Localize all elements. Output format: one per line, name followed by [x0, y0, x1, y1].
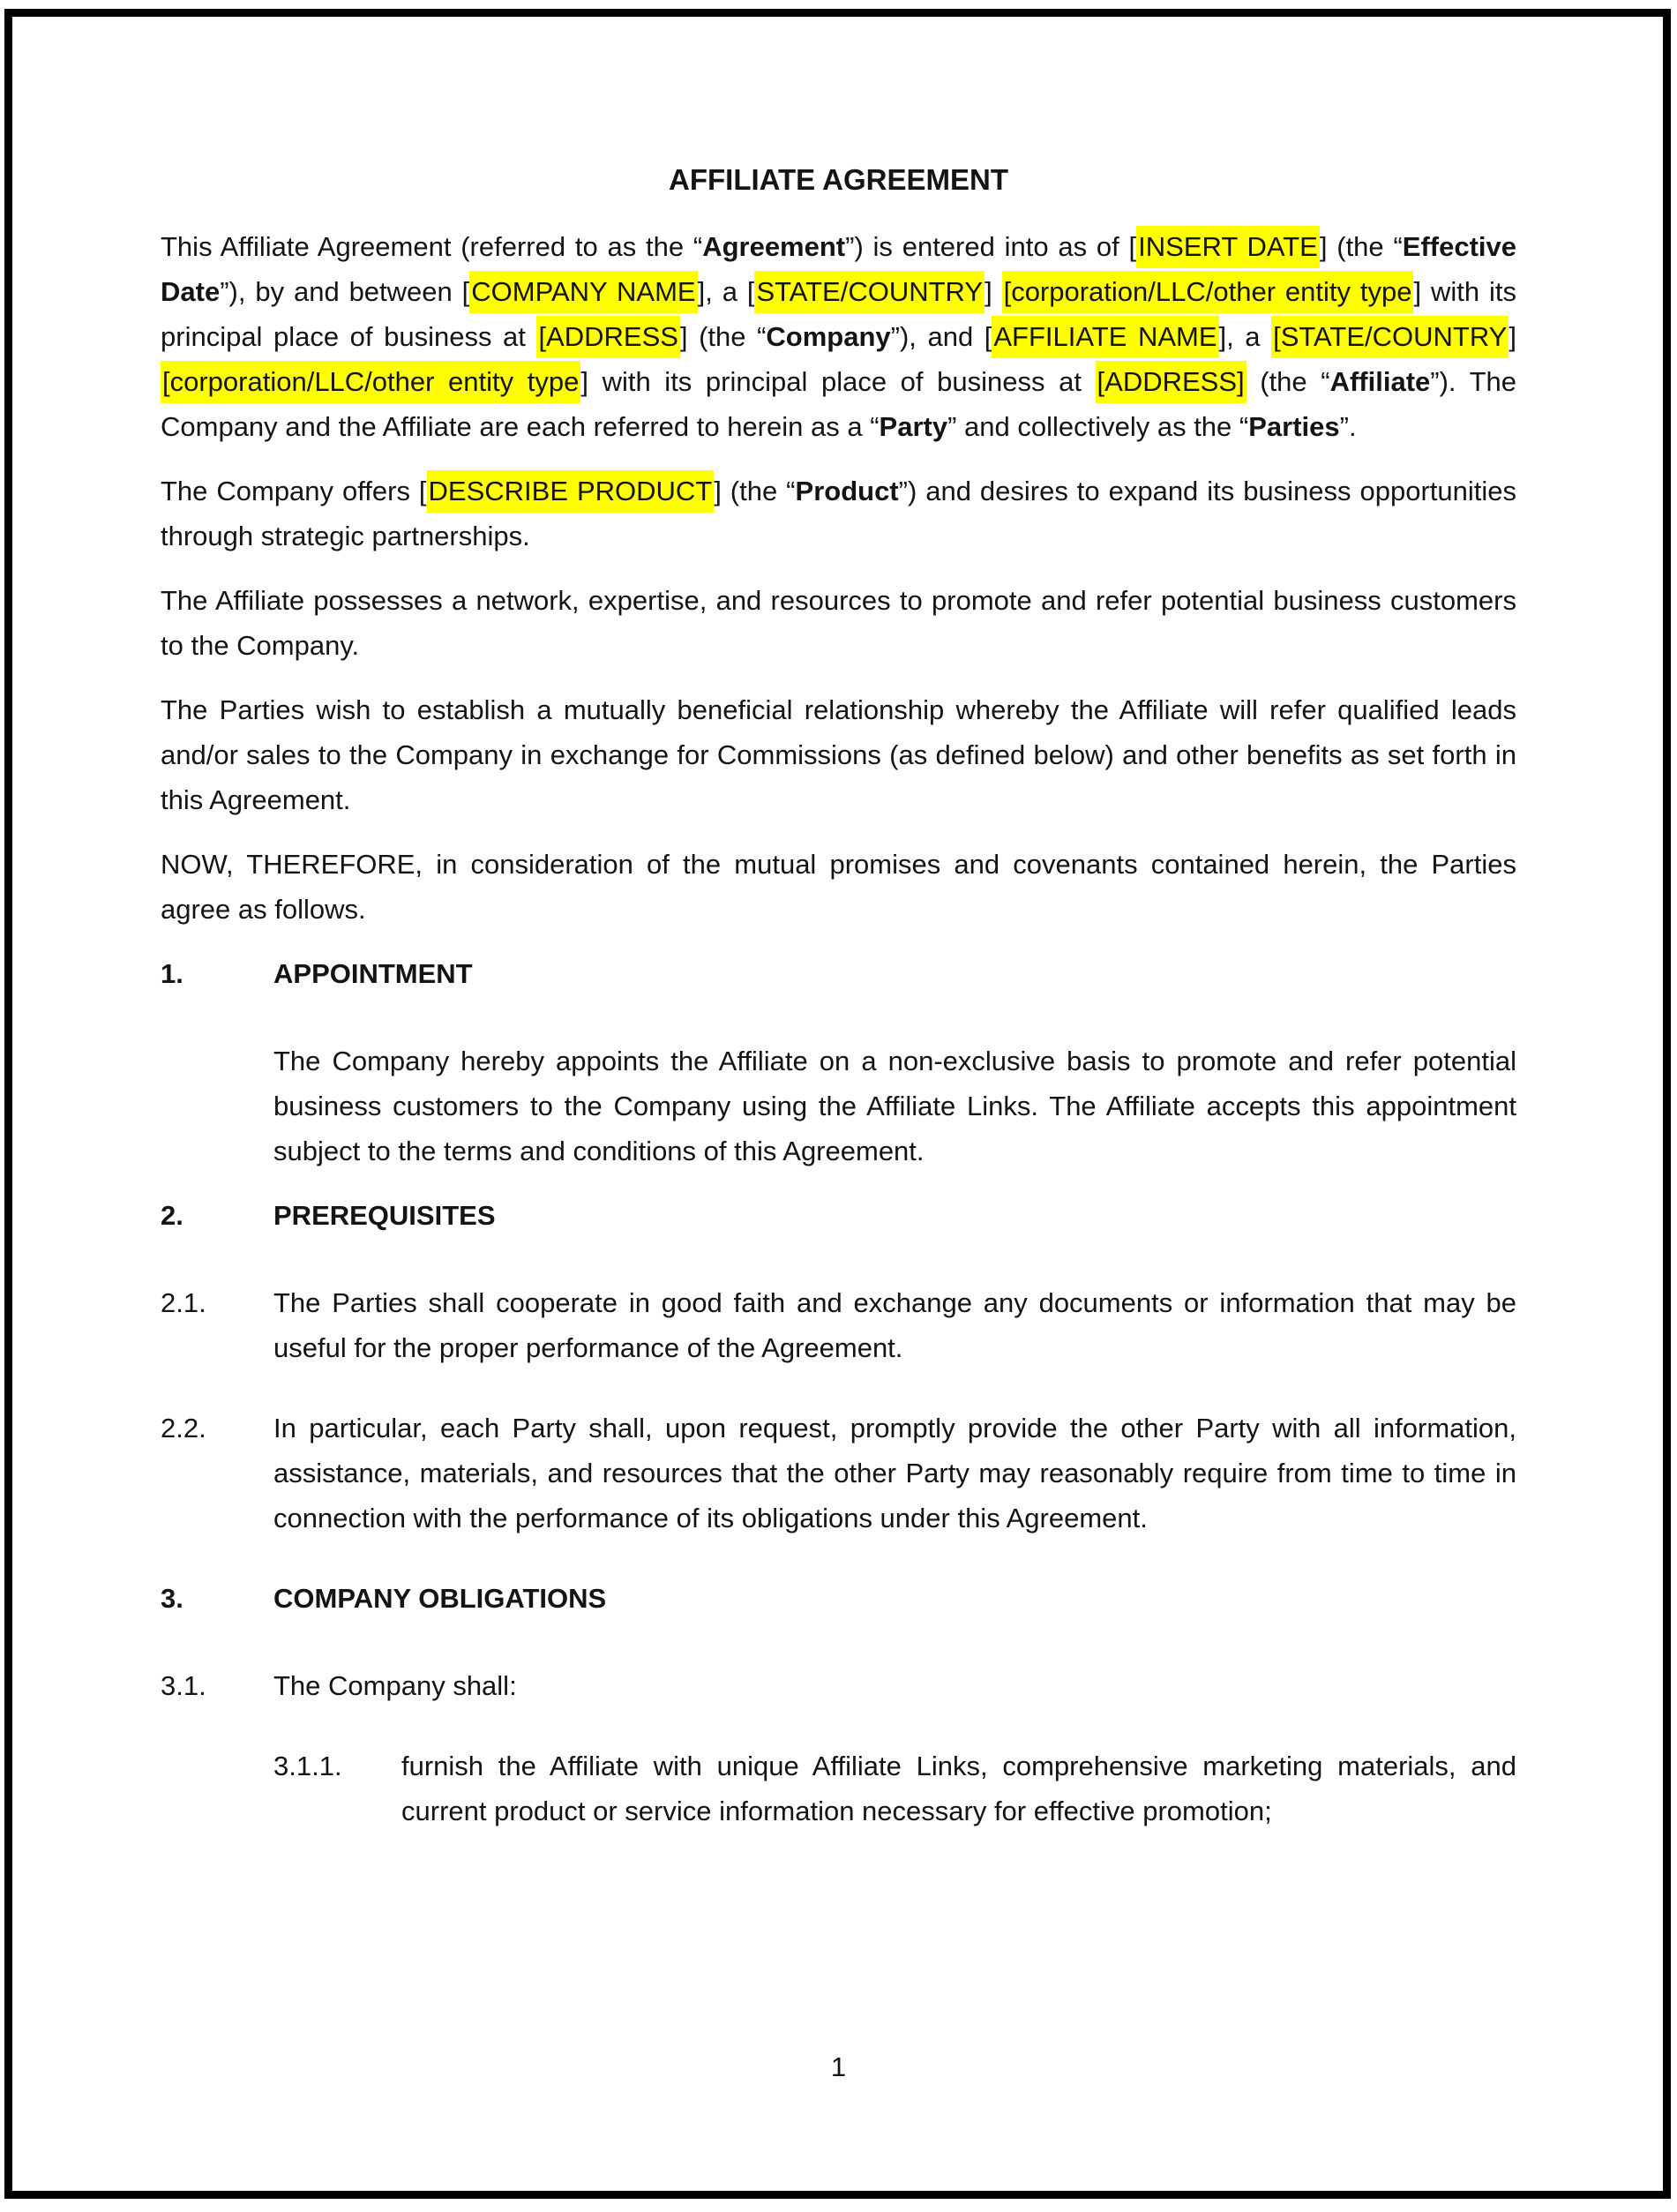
text-run: ”.: [1339, 411, 1357, 442]
text-run: The Parties wish to establish a mutually beneficial relationship whereby the Affiliate will refer qualified leads and/or sales to the Company in exchange for Commissions (as defined below) and other benefits as set forth in this Agreement.: [161, 694, 1516, 815]
item-number: 2.1.: [161, 1287, 206, 1318]
paragraph: [161, 224, 1516, 449]
section-heading: [161, 951, 1516, 996]
placeholder-highlight: [STATE/COUNTRY: [1271, 316, 1509, 358]
placeholder-highlight: [ADDRESS]: [1096, 361, 1247, 403]
page-title: AFFILIATE AGREEMENT: [669, 163, 1008, 196]
document-content: [161, 157, 1516, 1833]
paragraph: [161, 469, 1516, 559]
item-number: 2.: [161, 1200, 183, 1231]
defined-term: Effective Date: [161, 231, 1516, 307]
item-text: [273, 951, 1516, 996]
text-run: The Company shall:: [273, 1670, 517, 1701]
item-text: [273, 1193, 1516, 1238]
text-run: COMPANY OBLIGATIONS: [273, 1583, 607, 1614]
numbered-item: [161, 1663, 1516, 1708]
item-number: 3.: [161, 1583, 183, 1614]
numbered-item: [161, 1406, 1516, 1541]
placeholder-highlight: COMPANY NAME: [469, 271, 697, 313]
text-run: NOW, THEREFORE, in consideration of the mutual promises and covenants contained herein, the Parties agree as follows.: [161, 849, 1516, 925]
numbered-item: [161, 1280, 1516, 1370]
text-run: ] with its principal place of business at: [580, 366, 1096, 397]
page-number: 1: [830, 2051, 847, 2082]
paragraph: [161, 687, 1516, 822]
placeholder-highlight: AFFILIATE NAME: [992, 316, 1218, 358]
item-number: 1.: [161, 958, 183, 989]
text-run: This Affiliate Agreement (referred to as the “: [161, 231, 703, 262]
text-run: (the “: [1246, 366, 1330, 397]
section-heading: [161, 1193, 1516, 1238]
placeholder-highlight: [ADDRESS: [536, 316, 679, 358]
text-run: ” and collectively as the “: [947, 411, 1249, 442]
paragraph: [161, 842, 1516, 932]
text-run: ]: [1509, 321, 1516, 352]
numbered-subitem: [273, 1743, 1516, 1833]
indented-paragraph: [273, 1039, 1516, 1173]
text-run: ] with its principal place of business at: [161, 276, 1516, 352]
paragraph: [161, 578, 1516, 668]
defined-term: Company: [766, 321, 891, 352]
item-text: [273, 1663, 1516, 1708]
placeholder-highlight: DESCRIBE PRODUCT: [427, 470, 715, 513]
text-run: ] (the “: [679, 321, 767, 352]
text-run: ]: [984, 276, 1002, 307]
item-text: [401, 1743, 1516, 1833]
text-run: ”). The Company and the Affiliate are each referred to herein as a “: [161, 366, 1516, 442]
item-number: 3.1.: [161, 1670, 206, 1701]
text-run: ”) is entered into as of [: [845, 231, 1137, 262]
item-text: [273, 1576, 1516, 1621]
placeholder-highlight: [corporation/LLC/other entity type: [1002, 271, 1414, 313]
item-text: [273, 1406, 1516, 1541]
text-run: ”), and [: [890, 321, 992, 352]
text-run: PREREQUISITES: [273, 1200, 496, 1231]
item-text: [273, 1280, 1516, 1370]
item-number: 3.1.1.: [273, 1751, 342, 1781]
text-run: ”) and desires to expand its business opportunities through strategic partnerships.: [161, 476, 1517, 551]
placeholder-highlight: [corporation/LLC/other entity type: [161, 361, 580, 403]
text-run: ] (the “: [1319, 231, 1403, 262]
text-run: APPOINTMENT: [273, 958, 473, 989]
text-run: The Affiliate possesses a network, expertise, and resources to promote and refer potential business customers to the Company.: [161, 585, 1516, 661]
text-run: ”), by and between [: [220, 276, 470, 307]
text-run: The Company hereby appoints the Affiliate on a non-exclusive basis to promote and refer potential business customers to the Company using the Affiliate Links. The Affiliate accepts this appointment subject to the terms and conditions of this Agreement.: [273, 1046, 1516, 1166]
text-run: furnish the Affiliate with unique Affiliate Links, comprehensive marketing materials, and current product or service information necessary for effective promotion;: [401, 1751, 1516, 1826]
section-heading: [161, 1576, 1516, 1621]
text-run: ], a: [1218, 321, 1272, 352]
defined-term: Affiliate: [1329, 366, 1431, 397]
placeholder-highlight: INSERT DATE: [1136, 226, 1320, 268]
text-run: The Company offers [: [161, 476, 427, 506]
defined-term: Party: [879, 411, 948, 442]
text-run: The Parties shall cooperate in good faith and exchange any documents or information that may be useful for the proper performance of the Agreement.: [273, 1287, 1516, 1363]
item-number: 2.2.: [161, 1413, 206, 1443]
text-run: ], a [: [697, 276, 755, 307]
text-run: ] (the “: [714, 476, 796, 506]
defined-term: Agreement: [702, 231, 846, 262]
text-run: In particular, each Party shall, upon request, promptly provide the other Party with all information, assistance, materials, and resources that the other Party may reasonably require from time to time in connection with the performance of its obligations under this Agreement.: [273, 1413, 1516, 1533]
document-body: [161, 224, 1516, 1833]
defined-term: Product: [795, 476, 899, 506]
placeholder-highlight: STATE/COUNTRY: [754, 271, 984, 313]
defined-term: Parties: [1248, 411, 1340, 442]
